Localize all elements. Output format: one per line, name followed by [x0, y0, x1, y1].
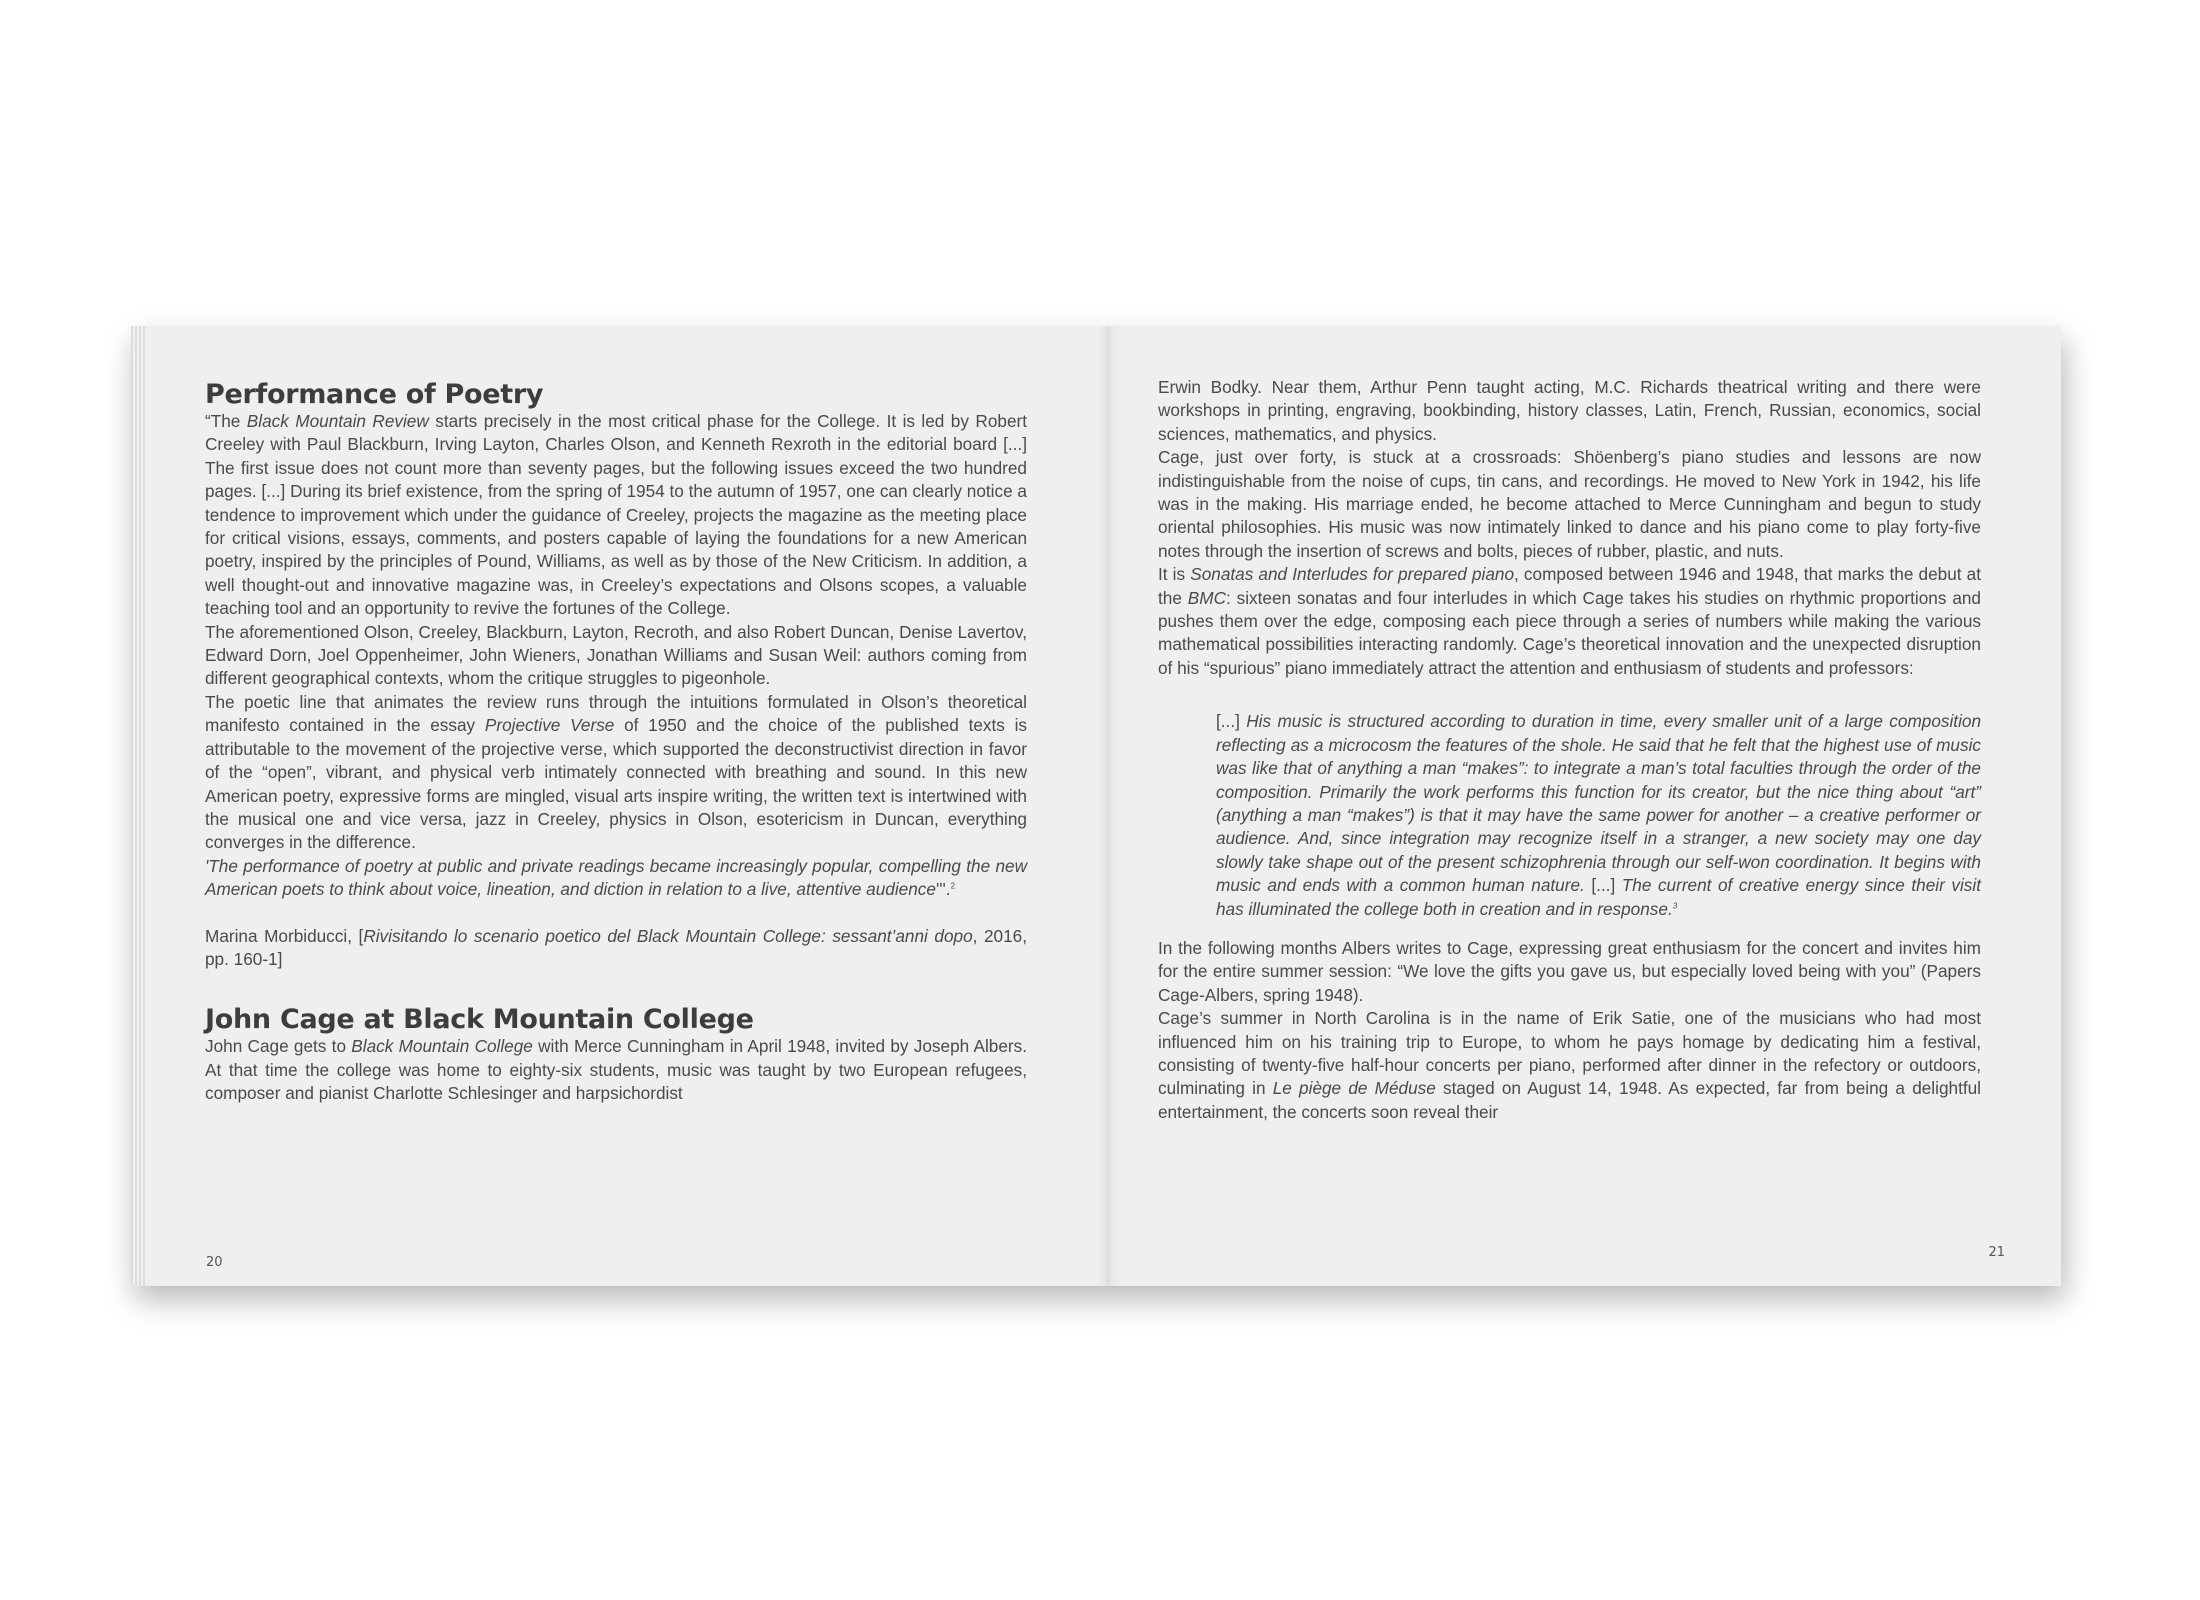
text-run: with Merce Cunningham in April 1948, invited by Joseph Albers. At that time the college was home to eighty-six students, music was taught by two European refugees, composer and pianist Charlotte Schlesinger and harpsichordist [205, 1036, 1028, 1104]
spacer [205, 902, 1027, 925]
paragraph: Erwin Bodky. Near them, Arthur Penn taught acting, M.C. Richards theatrical writing and there were workshops in printing, engraving, bookbinding, history classes, Latin, French, Russian, economics, social sciences, mathematics, and physics. [1158, 377, 1981, 444]
text-run: [...] [1216, 711, 1247, 732]
text-run: Cage’s summer in North Carolina is in the name of Erik Satie, one of the musicians who had most influenced him on his training trip to Europe, to whom he pays homage by dedicating him a festival, consisting of twenty-five half-hour concerts per piano, performed after dinner in the refectory or outdoors, culminating in [1158, 1008, 1981, 1099]
text-run: '''. [935, 879, 951, 900]
text-run: starts precisely in the most critical phase for the College. It is led by Robert Creeley with Paul Blackburn, Irving Layton, Charles Olson, and Kenneth Rexroth in the editorial board [...] The first issue does not count more than seventy pages, but the following issues exceed the two hundred pages. [...] During its brief existence, from the spring of 1954 to the autumn of 1957, one can clearly notice a tendence to improvement which under the guidance of Creeley, projects the magazine as the meeting place for critical visions, essays, comments, and posters capable of laying the foundations for a new American poetry, inspired by the principles of Pound, Williams, as well as by those of the New Criticism. In addition, a well thought-out and innovative magazine was, in Creeley’s expectations and Olsons scopes, a valuable teaching tool and an opportunity to revive the fortunes of the College. [205, 411, 1027, 619]
text-run: : sixteen sonatas and four interludes in which Cage takes his studies on rhythmic proportions and pushes them over the edge, composing each piece through a series of numbers while making the various mathematical possibilities interacting randomly. Cage’s theoretical innovation and the unexpected disruption of his “spurious” piano immediately attract the attention and enthusiasm of students and professors: [1158, 587, 1981, 678]
left-page [131, 326, 1106, 1286]
italic-title: Black Mountain Review [246, 411, 429, 431]
text-run: , composed between 1946 and 1948, that marks the debut at the [1158, 564, 1982, 608]
section-heading-performance-of-poetry: Performance of Poetry [205, 379, 544, 410]
right-page-text [1158, 376, 1981, 1124]
text-run: , 2016, pp. 160-1] [205, 925, 1027, 969]
right-page [1106, 326, 2061, 1286]
text-run: John Cage gets to [205, 1036, 352, 1057]
block-quote [1216, 710, 1981, 921]
paragraph [205, 691, 1027, 855]
paragraph: Cage, just over forty, is stuck at a crossroads: Shöenberg’s piano studies and lessons are now indistinguishable from the noise of cups, tin cans, and recordings. He moved to New York in 1942, his life was in the making. His marriage ended, he become attached to Merce Cunningham and begun to study oriental philosophies. His music was now intimately linked to dance and his piano come to play forty-five notes through the insertion of screws and bolts, pieces of rubber, plastic, and nuts. [1158, 447, 1981, 561]
italic-title: Projective Verse [484, 715, 615, 736]
quoted-paragraph [205, 855, 1027, 902]
page-number: 21 [1988, 1245, 2005, 1260]
paragraph [1158, 1007, 1981, 1124]
italic-quote: 'The performance of poetry at public and private readings became increasingly popular, compelling the new American poets to think about voice, lineation, and diction in relation to a live, attentive audience [205, 855, 1027, 900]
citation [205, 925, 1027, 972]
footnote-marker: 3 [1672, 900, 1678, 910]
italic-title: Rivisitando lo scenario poetico del Black Mountain College: sessant’anni dopo [363, 925, 973, 946]
italic-title: Le piège de Méduse [1272, 1078, 1436, 1099]
text-run: [...] [1584, 875, 1622, 896]
text-run: Marina Morbiducci, [ [205, 925, 364, 946]
italic-quote: The current of creative energy since their visit has illuminated the college both in creation and in response. [1216, 875, 1981, 919]
paragraph: In the following months Albers writes to Cage, expressing great enthusiasm for the concert and invites him for the entire summer session: “We love the gifts you gave us, but especially loved being with you” (Papers Cage-Albers, spring 1948). [1158, 937, 1981, 1005]
text-run: staged on August 14, 1948. As expected, far from being a delightful entertainment, the concerts soon reveal their [1158, 1078, 1981, 1122]
italic-title: Sonatas and Interludes for prepared piano [1190, 564, 1515, 585]
text-run: The poetic line that animates the review runs through the intuitions formulated in Olson’s theoretical manifesto contained in the essay [205, 691, 1027, 736]
text-run: of 1950 and the choice of the published texts is attributable to the movement of the projective verse, which supported the deconstructivist direction in favor of the “open”, vibrant, and physical verb intimately connected with breathing and sound. In this new American poetry, expressive forms are mingled, visual arts inspire writing, the written text is intertwined with the musical one and vice versa, jazz in Creeley, physics in Olson, esotericism in Duncan, everything converges in the difference. [205, 715, 1028, 853]
footnote-marker: 2 [950, 881, 956, 891]
paragraph [205, 410, 1027, 621]
page-number: 20 [206, 1255, 223, 1270]
italic-quote: His music is structured according to duration in time, every smaller unit of a large composition reflecting as a microcosm the features of the shole. He said that he felt that the highest use of music was like that of anything a man “makes”: to integrate a man’s total faculties through the order of the composition. Primarily the work performs this function for its creator, but the nice thing about “art” (anything a man “makes”) is that it may have the same power for another – a creative performer or audience. And, since integration may recognize itself in a stranger, a new society may one day slowly take shape out of the present schizophrenia through our self-won coordination. It begins with music and ends with a common human nature. [1216, 711, 1982, 896]
text-run: It is [1158, 564, 1191, 585]
section-heading-john-cage: John Cage at Black Mountain College [205, 1004, 754, 1036]
paragraph: The aforementioned Olson, Creeley, Blackburn, Layton, Recroth, and also Robert Duncan, Denise Lavertov, Edward Dorn, Joel Oppenheimer, John Wieners, Jonathan Williams and Susan Weil: authors coming from different geographical contexts, whom the critique struggles to pigeonhole. [205, 621, 1027, 689]
spacer [205, 971, 1027, 1005]
paragraph [205, 1035, 1027, 1105]
italic-title: Black Mountain College [351, 1036, 533, 1057]
book-spread [131, 326, 2061, 1286]
left-page-text [205, 380, 1027, 1106]
text-run: “The [205, 411, 247, 431]
italic-abbrev: BMC [1187, 587, 1226, 608]
paragraph [1158, 563, 1981, 680]
